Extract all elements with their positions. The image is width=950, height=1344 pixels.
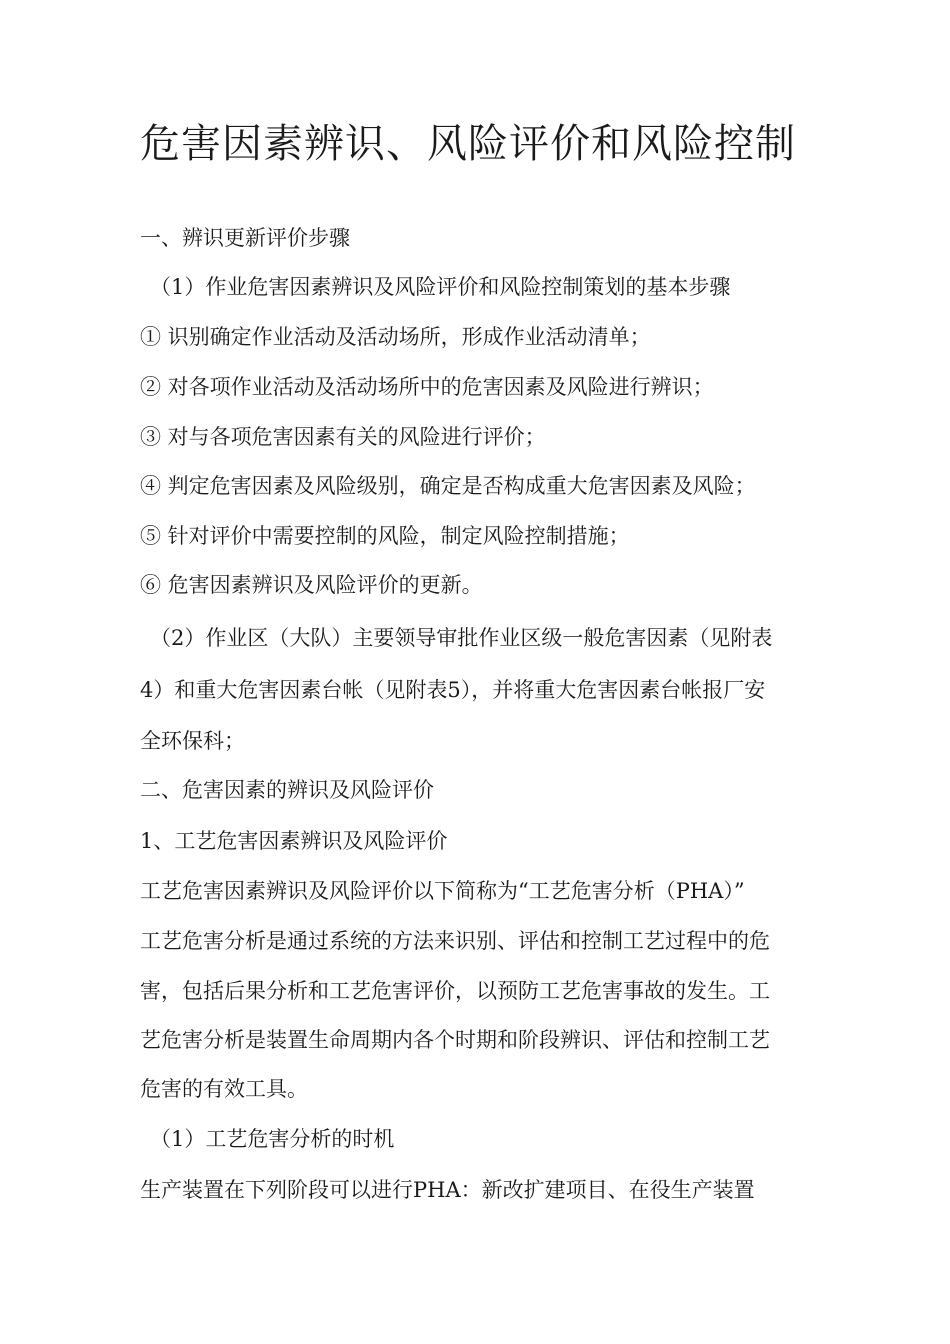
step-item-2: ② 对各项作业活动及活动场所中的危害因素及风险进行辨识； [140, 375, 714, 399]
subsection-heading-1: （1）作业危害因素辨识及风险评价和风险控制策划的基本步骤 [150, 275, 731, 299]
step-item-1: ① 识别确定作业活动及活动场所，形成作业活动清单； [140, 325, 651, 349]
section-heading-2: 二、危害因素的辨识及风险评价 [140, 778, 434, 802]
subsection-heading-3: （1）工艺危害分析的时机 [150, 1127, 395, 1151]
paragraph-line: 全环保科； [140, 729, 245, 753]
subsection-heading-2: 1、工艺危害因素辨识及风险评价 [140, 829, 448, 853]
step-item-5: ⑤ 针对评价中需要控制的风险，制定风险控制措施； [140, 524, 630, 548]
paragraph-line: 危害的有效工具。 [140, 1077, 308, 1101]
step-item-4: ④ 判定危害因素及风险级别，确定是否构成重大危害因素及风险； [140, 474, 756, 498]
section-heading-1: 一、辨识更新评价步骤 [140, 226, 350, 250]
paragraph-line: 工艺危害因素辨识及风险评价以下简称为“工艺危害分析（PHA）” [140, 879, 745, 903]
step-item-6: ⑥ 危害因素辨识及风险评价的更新。 [140, 573, 483, 597]
step-item-3: ③ 对与各项危害因素有关的风险进行评价； [140, 425, 546, 449]
paragraph-line: 生产装置在下列阶段可以进行PHA：新改扩建项目、在役生产装置 [140, 1178, 755, 1202]
paragraph-line: 艺危害分析是装置生命周期内各个时期和阶段辨识、评估和控制工艺 [140, 1028, 770, 1052]
paragraph-line: 害，包括后果分析和工艺危害评价，以预防工艺危害事故的发生。工 [140, 979, 770, 1003]
paragraph-line: 工艺危害分析是通过系统的方法来识别、评估和控制工艺过程中的危 [140, 929, 770, 953]
paragraph-line: （2）作业区（大队）主要领导审批作业区级一般危害因素（见附表 [150, 626, 773, 650]
paragraph-line: 4）和重大危害因素台帐（见附表5），并将重大危害因素台帐报厂安 [140, 678, 766, 702]
document-title: 危害因素辨识、风险评价和风险控制 [140, 121, 796, 167]
